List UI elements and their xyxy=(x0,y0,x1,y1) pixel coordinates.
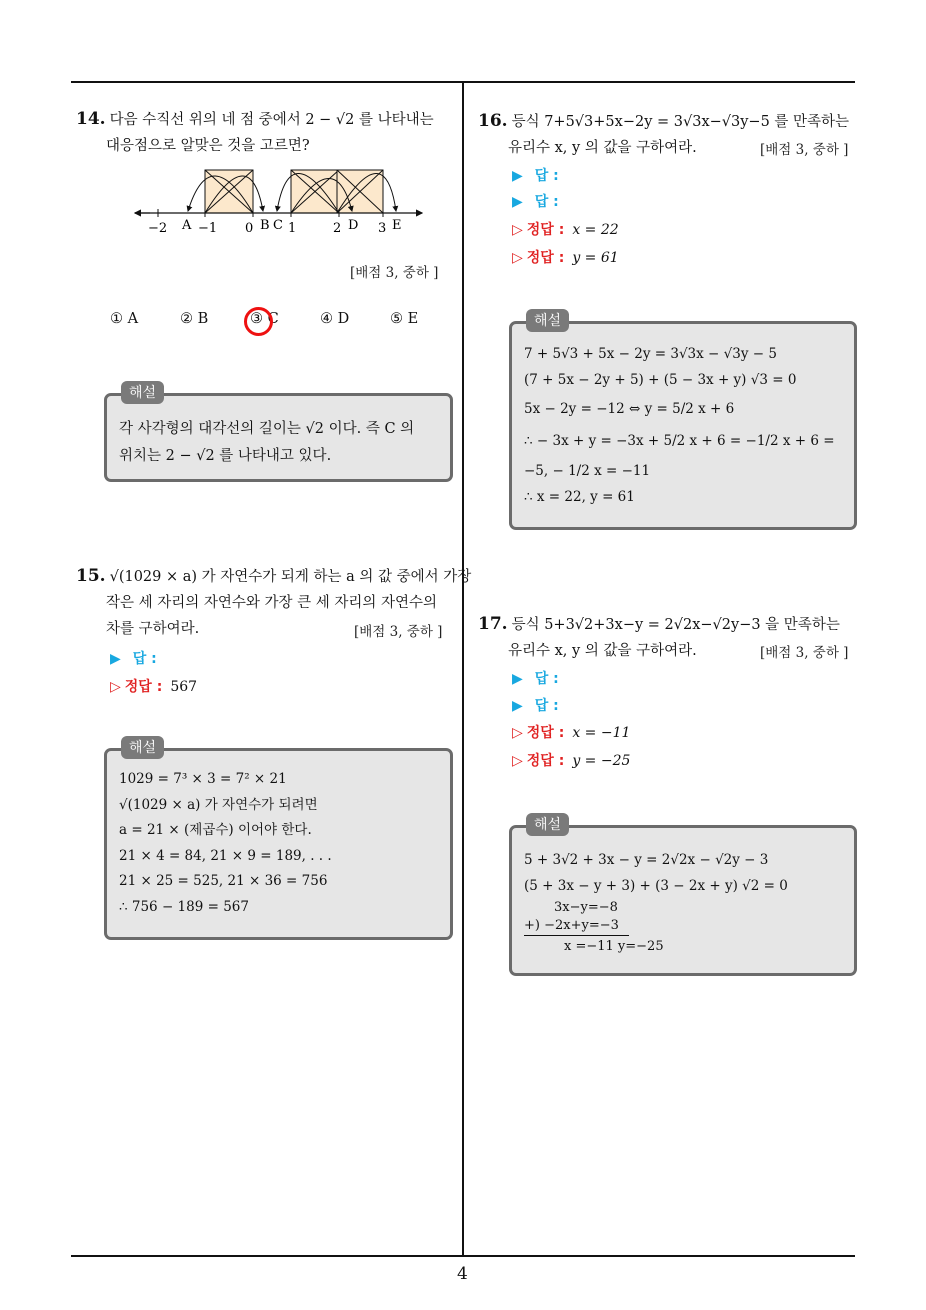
answer-label: 답 : xyxy=(534,671,559,687)
outline-arrow-icon: ▷ xyxy=(110,679,121,695)
choice-1[interactable]: ① A xyxy=(110,311,139,327)
tick-label: −2 xyxy=(148,221,168,236)
outline-arrow-icon: ▷ xyxy=(512,222,523,238)
answer-label: 답 : xyxy=(534,194,559,210)
explanation-line: 21 × 4 = 84, 21 × 9 = 189, . . . xyxy=(119,847,332,864)
outline-arrow-icon: ▷ xyxy=(512,753,523,769)
play-arrow-icon: ▶ xyxy=(110,651,121,667)
explanation-line: 5 + 3√2 + 3x − y = 2√2x − √2y − 3 xyxy=(524,852,769,868)
play-arrow-icon: ▶ xyxy=(512,194,523,210)
explanation-line: (5 + 3x − y + 3) + (3 − 2x + y) √2 = 0 xyxy=(524,877,788,894)
explanation-line: x =−11 y=−25 xyxy=(564,939,664,954)
correct-value: 567 xyxy=(170,679,198,695)
correct-label: 정답 : xyxy=(124,679,163,695)
question-text: 차를 구하여라. xyxy=(106,621,200,637)
question-number: 17. xyxy=(478,614,508,634)
correct-label: 정답 : xyxy=(526,250,565,266)
correct-answer-row xyxy=(512,219,619,239)
point-label: A xyxy=(182,218,192,233)
question-text: 등식 5+3√2+3x−y = 2√2x−√2y−3 을 만족하는 xyxy=(511,617,840,633)
explanation-line: (7 + 5x − 2y + 5) + (5 − 3x + y) √3 = 0 xyxy=(524,371,797,388)
explanation-line: 21 × 25 = 525, 21 × 36 = 756 xyxy=(119,873,328,889)
tick-label: 2 xyxy=(333,221,342,236)
explanation-line: ∴ 756 − 189 = 567 xyxy=(119,898,249,915)
point-label: E xyxy=(392,218,402,233)
correct-value: x = 22 xyxy=(572,222,619,238)
correct-label: 정답 : xyxy=(526,725,565,741)
outline-arrow-icon: ▷ xyxy=(512,250,523,266)
score-meta: [배점 3, 중하 ] xyxy=(354,624,443,640)
tick-label: 0 xyxy=(245,221,254,236)
point-label: C xyxy=(273,218,283,233)
explanation-line: −5, − 1/2 x = −11 xyxy=(524,463,651,479)
correct-value: y = −25 xyxy=(572,753,631,769)
explanation-box xyxy=(104,740,453,940)
explanation-line: 위치는 2 − √2 를 나타내고 있다. xyxy=(119,448,332,464)
question-text: √(1029 × a) 가 자연수가 되게 하는 a 의 값 중에서 가장 xyxy=(109,569,472,585)
explanation-tag: 해설 xyxy=(121,736,164,759)
explanation-tag: 해설 xyxy=(526,813,569,836)
question-text: 유리수 x, y 의 값을 구하여라. xyxy=(508,140,697,156)
explanation-line: a = 21 × (제곱수) 이어야 한다. xyxy=(119,822,312,838)
explanation-line: 7 + 5√3 + 5x − 2y = 3√3x − √3y − 5 xyxy=(524,346,777,362)
answer-label: 답 : xyxy=(132,651,157,667)
answer-row-y[interactable] xyxy=(512,191,559,211)
explanation-box xyxy=(509,313,857,530)
answer-label: 답 : xyxy=(534,168,559,184)
correct-answer-row xyxy=(512,722,630,742)
question-number: 16. xyxy=(478,111,508,131)
explanation-line: √(1029 × a) 가 자연수가 되려면 xyxy=(119,796,318,813)
selected-answer-mark xyxy=(244,307,273,336)
explanation-line: 1029 = 7³ × 3 = 7² × 21 xyxy=(119,771,287,787)
explanation-line: ∴ − 3x + y = −3x + 5/2 x + 6 = −1/2 x + 6 = xyxy=(524,433,835,449)
answer-row-x[interactable] xyxy=(512,668,559,688)
choice-2[interactable]: ② B xyxy=(180,311,209,327)
point-label: B xyxy=(260,218,270,233)
score-meta: [배점 3, 중하 ] xyxy=(350,265,439,281)
explanation-line: ∴ x = 22, y = 61 xyxy=(524,489,635,505)
question-number: 15. xyxy=(76,566,106,586)
explanation-line: +) −2x+y=−3 xyxy=(524,917,629,936)
choice-3[interactable]: ③ C xyxy=(250,311,279,327)
question-text: 등식 7+5√3+5x−2y = 3√3x−√3y−5 를 만족하는 xyxy=(511,114,850,130)
page-number: 4 xyxy=(457,1264,468,1284)
question-number: 14. xyxy=(76,109,106,129)
explanation-line: 5x − 2y = −12 ⇔ y = 5/2 x + 6 xyxy=(524,401,735,417)
correct-value: x = −11 xyxy=(572,725,631,741)
choice-5[interactable]: ⑤ E xyxy=(390,311,419,327)
explanation-line: 3x−y=−8 xyxy=(554,900,618,915)
point-label: D xyxy=(348,218,359,233)
explanation-tag: 해설 xyxy=(121,381,164,404)
correct-answer-row xyxy=(512,247,619,267)
score-meta: [배점 3, 중하 ] xyxy=(760,142,849,158)
play-arrow-icon: ▶ xyxy=(512,698,523,714)
play-arrow-icon: ▶ xyxy=(512,671,523,687)
play-arrow-icon: ▶ xyxy=(512,168,523,184)
number-line-figure xyxy=(130,160,430,240)
column-divider xyxy=(462,81,464,1257)
tick-label: 1 xyxy=(288,221,297,236)
question-text: 작은 세 자리의 자연수와 가장 큰 세 자리의 자연수의 xyxy=(106,595,438,611)
correct-label: 정답 : xyxy=(526,753,565,769)
question-14 xyxy=(76,106,456,159)
correct-value: y = 61 xyxy=(572,250,619,266)
answer-row[interactable] xyxy=(110,648,157,668)
correct-answer-row xyxy=(110,676,197,696)
explanation-line: 각 사각형의 대각선의 길이는 √2 이다. 즉 C 의 xyxy=(119,421,415,437)
question-text: 유리수 x, y 의 값을 구하여라. xyxy=(508,643,697,659)
answer-row-x[interactable] xyxy=(512,165,559,185)
answer-label: 답 : xyxy=(534,698,559,714)
question-text: 다음 수직선 위의 네 점 중에서 2 − √2 를 나타내는 xyxy=(109,112,434,128)
answer-row-y[interactable] xyxy=(512,695,559,715)
choice-4[interactable]: ④ D xyxy=(320,311,350,327)
correct-label: 정답 : xyxy=(526,222,565,238)
outline-arrow-icon: ▷ xyxy=(512,725,523,741)
question-text: 대응점으로 알맞은 것을 고르면? xyxy=(106,138,310,154)
correct-answer-row xyxy=(512,750,630,770)
explanation-tag: 해설 xyxy=(526,309,569,332)
tick-label: 3 xyxy=(378,221,387,236)
tick-label: −1 xyxy=(198,221,218,236)
explanation-box xyxy=(509,817,857,976)
score-meta: [배점 3, 중하 ] xyxy=(760,645,849,661)
explanation-box xyxy=(104,385,453,482)
bottom-rule xyxy=(71,1255,855,1257)
